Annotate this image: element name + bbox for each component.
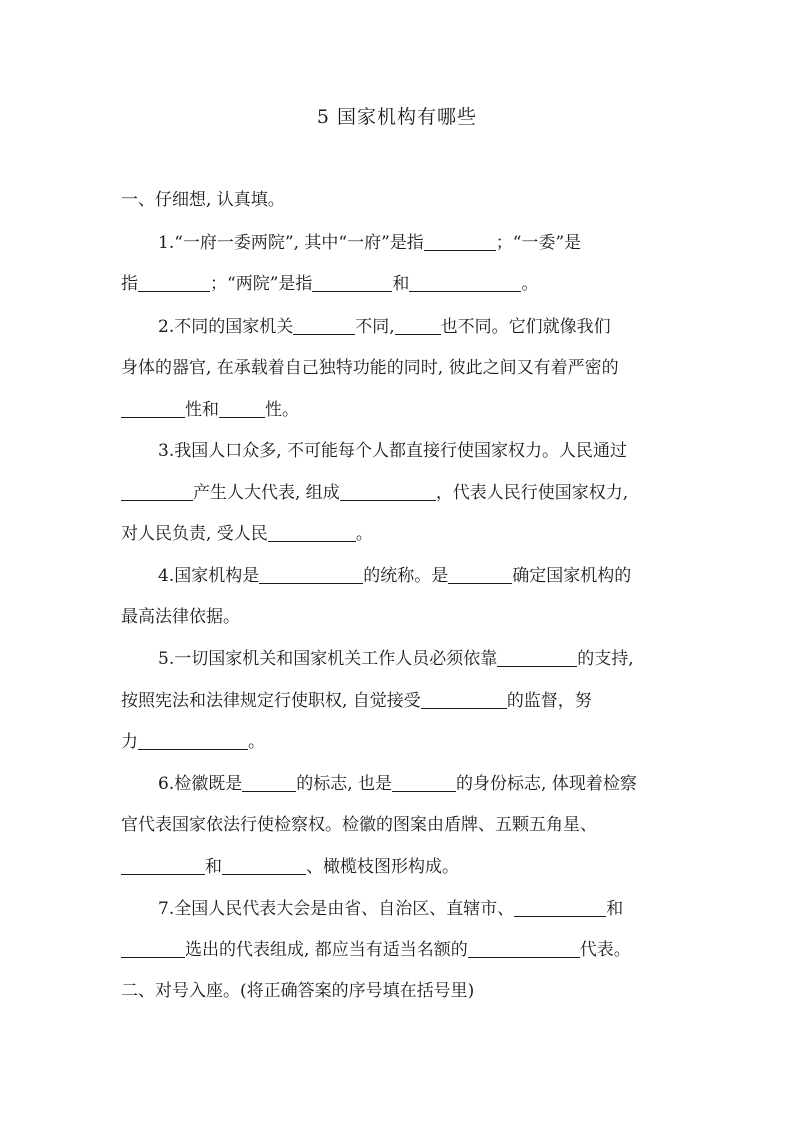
- question-text: 和: [392, 274, 410, 294]
- question-2-line-1: [158, 316, 718, 338]
- question-text: 也不同。它们就像我们: [440, 317, 611, 337]
- question-text: 6.检徽既是: [158, 774, 243, 794]
- answer-blank[interactable]: [514, 898, 606, 917]
- question-2-line-2: [121, 357, 681, 379]
- answer-blank[interactable]: [121, 856, 205, 875]
- answer-blank[interactable]: [468, 939, 580, 958]
- page-title: 5 国家机构有哪些: [316, 106, 478, 128]
- question-text: 力: [121, 732, 138, 752]
- question-text: 的统称。是: [363, 566, 449, 586]
- question-text: 对人民负责, 受人民: [121, 524, 268, 544]
- question-text: 官代表国家依法行使检察权。检徽的图案由盾牌、五颗五角星、: [121, 815, 597, 835]
- answer-blank[interactable]: [340, 482, 436, 501]
- question-text: ；“两院”是指: [210, 274, 313, 294]
- question-text: 的支持,: [577, 649, 634, 669]
- answer-blank[interactable]: [138, 731, 248, 750]
- section-heading-1: 一、仔细想, 认真填。: [121, 190, 285, 210]
- question-text: 的标志, 也是: [296, 774, 393, 794]
- question-text: 的身份标志, 体现着检察: [456, 774, 637, 794]
- question-text: 和: [205, 857, 222, 877]
- answer-blank[interactable]: [497, 648, 577, 667]
- question-text: 的监督，努: [506, 691, 592, 711]
- question-6-line-3: [121, 856, 681, 878]
- answer-blank[interactable]: [424, 232, 496, 251]
- answer-blank[interactable]: [312, 273, 392, 292]
- answer-blank[interactable]: [259, 565, 363, 584]
- answer-blank[interactable]: [421, 690, 507, 709]
- answer-blank[interactable]: [293, 316, 355, 335]
- question-text: 不同,: [355, 317, 395, 337]
- question-text: 最高法律依据。: [121, 607, 240, 627]
- question-5-line-2: [121, 690, 681, 712]
- question-text: 7.全国人民代表大会是由省、自治区、直辖市、: [158, 899, 515, 919]
- answer-blank[interactable]: [242, 773, 296, 792]
- question-text: 性和: [185, 400, 219, 420]
- question-6-line-2: [121, 814, 681, 836]
- answer-blank[interactable]: [121, 482, 193, 501]
- question-text: 身体的器官, 在承载着自己独特功能的同时, 彼此之间又有着严密的: [121, 358, 619, 378]
- question-text: 5.一切国家机关和国家机关工作人员必须依靠: [158, 649, 498, 669]
- question-1-line-1: [158, 232, 718, 254]
- question-1-line-2: [121, 273, 681, 295]
- answer-blank[interactable]: [448, 565, 512, 584]
- question-text: 选出的代表组成, 都应当有适当名额的: [185, 940, 468, 960]
- question-text: 1.“一府一委两院”, 其中“一府”是指: [158, 233, 424, 253]
- question-2-line-3: [121, 399, 681, 421]
- question-7-line-2: [121, 939, 681, 961]
- question-text: 性。: [265, 400, 299, 420]
- question-text: 。: [521, 274, 539, 294]
- answer-blank[interactable]: [121, 399, 185, 418]
- question-text: 指: [121, 274, 138, 294]
- answer-blank[interactable]: [409, 273, 521, 292]
- question-4-line-1: [158, 565, 718, 587]
- answer-blank[interactable]: [121, 939, 185, 958]
- question-3-line-3: [121, 523, 681, 545]
- question-5-line-3: [121, 731, 681, 753]
- question-3-line-1: [158, 440, 718, 462]
- answer-blank[interactable]: [392, 773, 456, 792]
- answer-blank[interactable]: [268, 523, 356, 542]
- question-text: 按照宪法和法律规定行使职权, 自觉接受: [121, 691, 421, 711]
- question-text: 2.不同的国家机关: [158, 317, 294, 337]
- answer-blank[interactable]: [219, 399, 265, 418]
- question-5-line-1: [158, 648, 718, 670]
- question-text: 代表。: [579, 940, 631, 960]
- question-text: 4.国家机构是: [158, 566, 260, 586]
- question-7-line-1: [158, 898, 718, 920]
- question-text: 。: [355, 524, 373, 544]
- question-text: 、橄榄枝图形构成。: [306, 857, 459, 877]
- question-text: ，代表人民行使国家权力,: [435, 483, 629, 503]
- question-text: 确定国家机构的: [512, 566, 632, 586]
- section-heading-2: 二、对号入座。(将正确答案的序号填在括号里): [121, 981, 475, 1001]
- answer-blank[interactable]: [222, 856, 306, 875]
- question-text: 。: [248, 732, 265, 752]
- question-4-line-2: [121, 606, 681, 628]
- question-text: 产生人大代表, 组成: [193, 483, 340, 503]
- question-text: 和: [606, 899, 624, 919]
- question-3-line-2: [121, 482, 681, 504]
- question-text: 3.我国人口众多, 不可能每个人都直接行使国家权力。人民通过: [158, 441, 628, 461]
- question-text: ；“一委”是: [495, 233, 582, 253]
- answer-blank[interactable]: [138, 273, 210, 292]
- answer-blank[interactable]: [395, 316, 441, 335]
- question-6-line-1: [158, 773, 718, 795]
